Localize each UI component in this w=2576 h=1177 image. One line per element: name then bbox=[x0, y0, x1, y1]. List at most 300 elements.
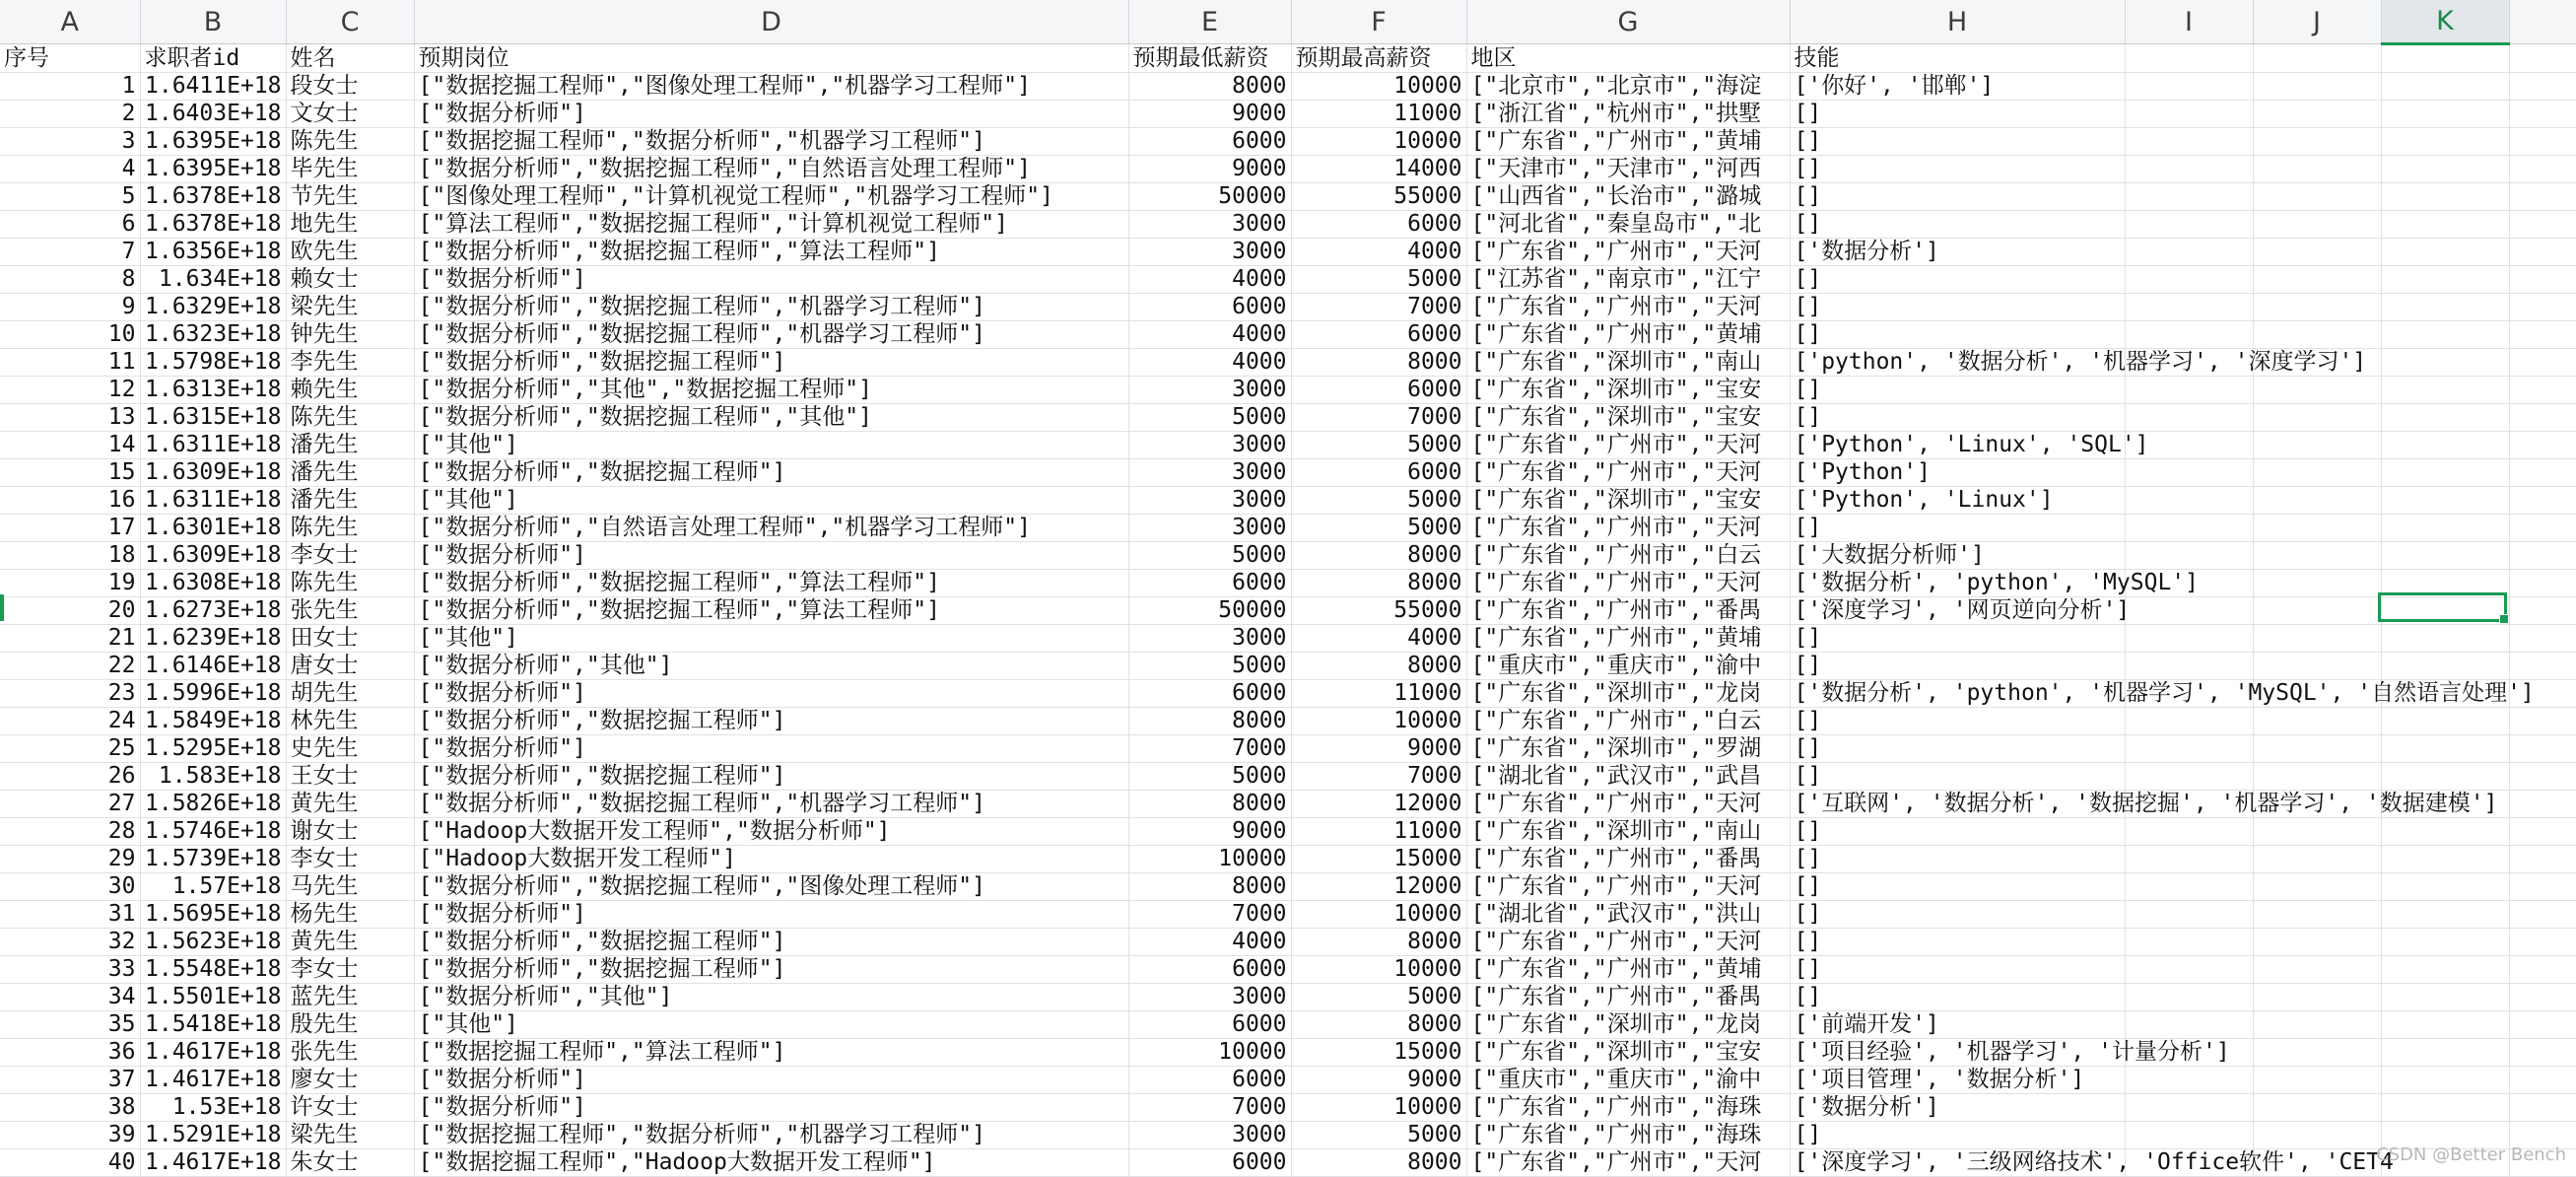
empty-cell[interactable] bbox=[2509, 653, 2576, 680]
cell-region[interactable]: ["广东省","广州市","白云 bbox=[1466, 708, 1790, 735]
empty-cell[interactable] bbox=[2509, 873, 2576, 901]
cell-name[interactable]: 李女士 bbox=[286, 956, 414, 984]
cell-region[interactable]: ["广东省","广州市","天河 bbox=[1466, 791, 1790, 818]
empty-cell[interactable] bbox=[2381, 515, 2509, 542]
cell-min-salary[interactable]: 3000 bbox=[1128, 984, 1291, 1011]
empty-cell[interactable] bbox=[2509, 542, 2576, 570]
cell-min-salary[interactable]: 9000 bbox=[1128, 156, 1291, 183]
cell-max-salary[interactable]: 6000 bbox=[1291, 459, 1466, 487]
empty-cell[interactable] bbox=[2253, 625, 2381, 653]
cell-min-salary[interactable]: 8000 bbox=[1128, 791, 1291, 818]
empty-cell[interactable] bbox=[2381, 73, 2509, 101]
cell-id[interactable]: 1.6403E+18 bbox=[140, 101, 286, 128]
cell-min-salary[interactable]: 3000 bbox=[1128, 487, 1291, 515]
empty-cell[interactable] bbox=[2125, 515, 2253, 542]
cell-min-salary[interactable]: 8000 bbox=[1128, 873, 1291, 901]
cell-index[interactable]: 8 bbox=[0, 266, 140, 294]
cell-name[interactable]: 节先生 bbox=[286, 183, 414, 211]
cell-min-salary[interactable]: 4000 bbox=[1128, 349, 1291, 377]
empty-cell[interactable] bbox=[2253, 183, 2381, 211]
cell-max-salary[interactable]: 12000 bbox=[1291, 873, 1466, 901]
cell-id[interactable]: 1.5739E+18 bbox=[140, 846, 286, 873]
cell-min-salary[interactable]: 10000 bbox=[1128, 1039, 1291, 1067]
empty-cell[interactable] bbox=[2509, 432, 2576, 459]
cell-id[interactable]: 1.634E+18 bbox=[140, 266, 286, 294]
cell-max-salary[interactable]: 8000 bbox=[1291, 349, 1466, 377]
empty-cell[interactable] bbox=[2125, 404, 2253, 432]
cell-region[interactable]: ["广东省","广州市","天河 bbox=[1466, 515, 1790, 542]
empty-cell[interactable] bbox=[2381, 735, 2509, 763]
cell-position[interactable]: ["数据分析师","自然语言处理工程师","机器学习工程师"] bbox=[414, 515, 1128, 542]
cell-max-salary[interactable]: 15000 bbox=[1291, 1039, 1466, 1067]
cell-skills[interactable]: ['数据分析', 'python', '机器学习', 'MySQL', '自然语言处理'] bbox=[1790, 680, 2125, 708]
cell-index[interactable]: 12 bbox=[0, 377, 140, 404]
header-cell-position[interactable]: 预期岗位 bbox=[414, 44, 1128, 73]
cell-name[interactable]: 陈先生 bbox=[286, 128, 414, 156]
header-cell-min-salary[interactable]: 预期最低薪资 bbox=[1128, 44, 1291, 73]
cell-name[interactable]: 廖女士 bbox=[286, 1067, 414, 1094]
cell-position[interactable]: ["其他"] bbox=[414, 487, 1128, 515]
cell-index[interactable]: 27 bbox=[0, 791, 140, 818]
empty-cell[interactable] bbox=[2253, 432, 2381, 459]
cell-max-salary[interactable]: 8000 bbox=[1291, 570, 1466, 597]
cell-min-salary[interactable]: 6000 bbox=[1128, 956, 1291, 984]
cell-max-salary[interactable]: 10000 bbox=[1291, 956, 1466, 984]
cell-name[interactable]: 潘先生 bbox=[286, 432, 414, 459]
cell-region[interactable]: ["广东省","广州市","海珠 bbox=[1466, 1094, 1790, 1122]
empty-cell[interactable] bbox=[2253, 984, 2381, 1011]
cell-skills[interactable]: [] bbox=[1790, 183, 2125, 211]
cell-id[interactable]: 1.6378E+18 bbox=[140, 211, 286, 239]
cell-max-salary[interactable]: 12000 bbox=[1291, 791, 1466, 818]
cell-name[interactable]: 钟先生 bbox=[286, 321, 414, 349]
empty-cell[interactable] bbox=[2381, 459, 2509, 487]
empty-cell[interactable] bbox=[2253, 597, 2381, 625]
cell-region[interactable]: ["湖北省","武汉市","洪山 bbox=[1466, 901, 1790, 929]
cell-region[interactable]: ["广东省","广州市","海珠 bbox=[1466, 1122, 1790, 1149]
cell-id[interactable]: 1.6311E+18 bbox=[140, 487, 286, 515]
empty-cell[interactable] bbox=[2381, 211, 2509, 239]
cell-max-salary[interactable]: 6000 bbox=[1291, 211, 1466, 239]
cell-position[interactable]: ["其他"] bbox=[414, 432, 1128, 459]
cell-id[interactable]: 1.5849E+18 bbox=[140, 708, 286, 735]
empty-cell[interactable] bbox=[2381, 239, 2509, 266]
empty-cell[interactable] bbox=[2253, 73, 2381, 101]
cell-index[interactable]: 10 bbox=[0, 321, 140, 349]
cell-index[interactable]: 16 bbox=[0, 487, 140, 515]
cell-region[interactable]: ["广东省","广州市","天河 bbox=[1466, 432, 1790, 459]
empty-cell[interactable] bbox=[2381, 266, 2509, 294]
cell-id[interactable]: 1.6329E+18 bbox=[140, 294, 286, 321]
empty-cell[interactable] bbox=[2509, 1039, 2576, 1067]
cell-name[interactable]: 梁先生 bbox=[286, 1122, 414, 1149]
cell-skills[interactable]: ['你好', '邯郸'] bbox=[1790, 73, 2125, 101]
cell-id[interactable]: 1.583E+18 bbox=[140, 763, 286, 791]
cell-max-salary[interactable]: 7000 bbox=[1291, 404, 1466, 432]
cell-region[interactable]: ["广东省","广州市","天河 bbox=[1466, 873, 1790, 901]
cell-skills[interactable]: ['数据分析'] bbox=[1790, 1094, 2125, 1122]
empty-cell[interactable] bbox=[2509, 929, 2576, 956]
cell-id[interactable]: 1.4617E+18 bbox=[140, 1067, 286, 1094]
cell-id[interactable]: 1.5291E+18 bbox=[140, 1122, 286, 1149]
cell-name[interactable]: 赖女士 bbox=[286, 266, 414, 294]
empty-cell[interactable] bbox=[2125, 929, 2253, 956]
column-header-f[interactable]: F bbox=[1291, 0, 1466, 44]
empty-cell[interactable] bbox=[2253, 1039, 2381, 1067]
empty-cell[interactable] bbox=[2253, 763, 2381, 791]
empty-cell[interactable] bbox=[2125, 459, 2253, 487]
empty-cell[interactable] bbox=[2509, 570, 2576, 597]
cell-name[interactable]: 李先生 bbox=[286, 349, 414, 377]
empty-cell[interactable] bbox=[2509, 1094, 2576, 1122]
empty-cell[interactable] bbox=[2125, 44, 2253, 73]
column-header-i[interactable]: I bbox=[2125, 0, 2253, 44]
empty-cell[interactable] bbox=[2509, 211, 2576, 239]
cell-position[interactable]: ["数据分析师","数据挖掘工程师","机器学习工程师"] bbox=[414, 294, 1128, 321]
cell-index[interactable]: 18 bbox=[0, 542, 140, 570]
empty-cell[interactable] bbox=[2125, 211, 2253, 239]
cell-max-salary[interactable]: 14000 bbox=[1291, 156, 1466, 183]
empty-cell[interactable] bbox=[2381, 1067, 2509, 1094]
empty-cell[interactable] bbox=[2253, 1094, 2381, 1122]
cell-name[interactable]: 杨先生 bbox=[286, 901, 414, 929]
cell-skills[interactable]: ['数据分析'] bbox=[1790, 239, 2125, 266]
cell-max-salary[interactable]: 4000 bbox=[1291, 625, 1466, 653]
cell-max-salary[interactable]: 8000 bbox=[1291, 929, 1466, 956]
cell-name[interactable]: 欧先生 bbox=[286, 239, 414, 266]
empty-cell[interactable] bbox=[2125, 487, 2253, 515]
empty-cell[interactable] bbox=[2381, 44, 2509, 73]
empty-cell[interactable] bbox=[2253, 653, 2381, 680]
empty-cell[interactable] bbox=[2125, 1094, 2253, 1122]
cell-max-salary[interactable]: 11000 bbox=[1291, 818, 1466, 846]
cell-position[interactable]: ["数据挖掘工程师","Hadoop大数据开发工程师"] bbox=[414, 1149, 1128, 1177]
cell-min-salary[interactable]: 5000 bbox=[1128, 653, 1291, 680]
cell-id[interactable]: 1.6309E+18 bbox=[140, 542, 286, 570]
cell-region[interactable]: ["山西省","长治市","潞城 bbox=[1466, 183, 1790, 211]
empty-cell[interactable] bbox=[2125, 1011, 2253, 1039]
column-header-e[interactable]: E bbox=[1128, 0, 1291, 44]
cell-position[interactable]: ["数据分析师"] bbox=[414, 1094, 1128, 1122]
empty-cell[interactable] bbox=[2381, 1094, 2509, 1122]
cell-id[interactable]: 1.6308E+18 bbox=[140, 570, 286, 597]
cell-skills[interactable]: [] bbox=[1790, 763, 2125, 791]
cell-position[interactable]: ["图像处理工程师","计算机视觉工程师","机器学习工程师"] bbox=[414, 183, 1128, 211]
empty-cell[interactable] bbox=[2509, 294, 2576, 321]
cell-id[interactable]: 1.6313E+18 bbox=[140, 377, 286, 404]
cell-name[interactable]: 段女士 bbox=[286, 73, 414, 101]
cell-region[interactable]: ["河北省","秦皇岛市","北 bbox=[1466, 211, 1790, 239]
empty-cell[interactable] bbox=[2509, 763, 2576, 791]
cell-max-salary[interactable]: 5000 bbox=[1291, 266, 1466, 294]
cell-position[interactable]: ["数据分析师"] bbox=[414, 735, 1128, 763]
cell-index[interactable]: 9 bbox=[0, 294, 140, 321]
empty-cell[interactable] bbox=[2381, 818, 2509, 846]
empty-cell[interactable] bbox=[2125, 73, 2253, 101]
empty-cell[interactable] bbox=[2381, 377, 2509, 404]
empty-cell[interactable] bbox=[2253, 735, 2381, 763]
empty-cell[interactable] bbox=[2125, 128, 2253, 156]
cell-max-salary[interactable]: 8000 bbox=[1291, 542, 1466, 570]
empty-cell[interactable] bbox=[2125, 708, 2253, 735]
cell-name[interactable]: 许女士 bbox=[286, 1094, 414, 1122]
empty-cell[interactable] bbox=[2381, 487, 2509, 515]
cell-position[interactable]: ["数据分析师","数据挖掘工程师","算法工程师"] bbox=[414, 597, 1128, 625]
cell-position[interactable]: ["数据分析师"] bbox=[414, 680, 1128, 708]
cell-position[interactable]: ["Hadoop大数据开发工程师","数据分析师"] bbox=[414, 818, 1128, 846]
header-cell-skills[interactable]: 技能 bbox=[1790, 44, 2125, 73]
empty-cell[interactable] bbox=[2253, 542, 2381, 570]
cell-index[interactable]: 34 bbox=[0, 984, 140, 1011]
cell-min-salary[interactable]: 10000 bbox=[1128, 846, 1291, 873]
cell-id[interactable]: 1.6239E+18 bbox=[140, 625, 286, 653]
cell-region[interactable]: ["广东省","广州市","天河 bbox=[1466, 294, 1790, 321]
cell-position[interactable]: ["数据分析师","数据挖掘工程师","图像处理工程师"] bbox=[414, 873, 1128, 901]
cell-index[interactable]: 3 bbox=[0, 128, 140, 156]
cell-index[interactable]: 31 bbox=[0, 901, 140, 929]
cell-name[interactable]: 李女士 bbox=[286, 846, 414, 873]
cell-skills[interactable]: ['项目管理', '数据分析'] bbox=[1790, 1067, 2125, 1094]
cell-max-salary[interactable]: 10000 bbox=[1291, 901, 1466, 929]
empty-cell[interactable] bbox=[2509, 1067, 2576, 1094]
cell-skills[interactable]: [] bbox=[1790, 321, 2125, 349]
cell-min-salary[interactable]: 8000 bbox=[1128, 708, 1291, 735]
cell-max-salary[interactable]: 11000 bbox=[1291, 101, 1466, 128]
empty-cell[interactable] bbox=[2381, 625, 2509, 653]
cell-min-salary[interactable]: 6000 bbox=[1128, 570, 1291, 597]
cell-position[interactable]: ["数据分析师","数据挖掘工程师"] bbox=[414, 708, 1128, 735]
cell-max-salary[interactable]: 11000 bbox=[1291, 680, 1466, 708]
empty-cell[interactable] bbox=[2381, 597, 2509, 625]
cell-max-salary[interactable]: 7000 bbox=[1291, 763, 1466, 791]
empty-cell[interactable] bbox=[2509, 1011, 2576, 1039]
empty-cell[interactable] bbox=[2253, 1122, 2381, 1149]
cell-min-salary[interactable]: 8000 bbox=[1128, 73, 1291, 101]
cell-max-salary[interactable]: 8000 bbox=[1291, 1149, 1466, 1177]
cell-max-salary[interactable]: 6000 bbox=[1291, 321, 1466, 349]
cell-min-salary[interactable]: 3000 bbox=[1128, 432, 1291, 459]
cell-region[interactable]: ["江苏省","南京市","江宁 bbox=[1466, 266, 1790, 294]
cell-min-salary[interactable]: 3000 bbox=[1128, 1122, 1291, 1149]
cell-max-salary[interactable]: 8000 bbox=[1291, 653, 1466, 680]
cell-skills[interactable]: [] bbox=[1790, 156, 2125, 183]
empty-cell[interactable] bbox=[2253, 321, 2381, 349]
cell-skills[interactable]: [] bbox=[1790, 625, 2125, 653]
cell-index[interactable]: 11 bbox=[0, 349, 140, 377]
cell-min-salary[interactable]: 5000 bbox=[1128, 542, 1291, 570]
cell-position[interactable]: ["数据分析师","数据挖掘工程师"] bbox=[414, 459, 1128, 487]
cell-position[interactable]: ["数据挖掘工程师","算法工程师"] bbox=[414, 1039, 1128, 1067]
empty-cell[interactable] bbox=[2509, 735, 2576, 763]
cell-max-salary[interactable]: 7000 bbox=[1291, 294, 1466, 321]
cell-position[interactable]: ["Hadoop大数据开发工程师"] bbox=[414, 846, 1128, 873]
cell-name[interactable]: 地先生 bbox=[286, 211, 414, 239]
empty-cell[interactable] bbox=[2381, 984, 2509, 1011]
cell-position[interactable]: ["数据挖掘工程师","数据分析师","机器学习工程师"] bbox=[414, 128, 1128, 156]
empty-cell[interactable] bbox=[2509, 128, 2576, 156]
cell-region[interactable]: ["广东省","深圳市","龙岗 bbox=[1466, 680, 1790, 708]
cell-position[interactable]: ["数据分析师","数据挖掘工程师"] bbox=[414, 929, 1128, 956]
cell-max-salary[interactable]: 5000 bbox=[1291, 984, 1466, 1011]
cell-id[interactable]: 1.5418E+18 bbox=[140, 1011, 286, 1039]
cell-index[interactable]: 24 bbox=[0, 708, 140, 735]
cell-position[interactable]: ["数据分析师","数据挖掘工程师","机器学习工程师"] bbox=[414, 791, 1128, 818]
empty-cell[interactable] bbox=[2125, 625, 2253, 653]
empty-cell[interactable] bbox=[2381, 432, 2509, 459]
cell-position[interactable]: ["数据分析师","其他"] bbox=[414, 984, 1128, 1011]
empty-cell[interactable] bbox=[2509, 377, 2576, 404]
empty-cell[interactable] bbox=[2125, 901, 2253, 929]
empty-cell[interactable] bbox=[2253, 101, 2381, 128]
cell-min-salary[interactable]: 6000 bbox=[1128, 1011, 1291, 1039]
cell-skills[interactable]: [] bbox=[1790, 515, 2125, 542]
cell-id[interactable]: 1.5548E+18 bbox=[140, 956, 286, 984]
empty-cell[interactable] bbox=[2509, 44, 2576, 73]
empty-cell[interactable] bbox=[2125, 294, 2253, 321]
cell-min-salary[interactable]: 5000 bbox=[1128, 404, 1291, 432]
cell-skills[interactable]: [] bbox=[1790, 101, 2125, 128]
cell-index[interactable]: 4 bbox=[0, 156, 140, 183]
cell-position[interactable]: ["数据分析师","数据挖掘工程师","算法工程师"] bbox=[414, 570, 1128, 597]
column-header-c[interactable]: C bbox=[286, 0, 414, 44]
cell-name[interactable]: 梁先生 bbox=[286, 294, 414, 321]
cell-name[interactable]: 陈先生 bbox=[286, 404, 414, 432]
cell-index[interactable]: 13 bbox=[0, 404, 140, 432]
empty-cell[interactable] bbox=[2509, 349, 2576, 377]
cell-min-salary[interactable]: 9000 bbox=[1128, 818, 1291, 846]
cell-max-salary[interactable]: 55000 bbox=[1291, 597, 1466, 625]
cell-skills[interactable]: [] bbox=[1790, 818, 2125, 846]
empty-cell[interactable] bbox=[2125, 1067, 2253, 1094]
cell-name[interactable]: 唐女士 bbox=[286, 653, 414, 680]
empty-cell[interactable] bbox=[2253, 929, 2381, 956]
cell-region[interactable]: ["浙江省","杭州市","拱墅 bbox=[1466, 101, 1790, 128]
cell-index[interactable]: 21 bbox=[0, 625, 140, 653]
cell-position[interactable]: ["数据分析师"] bbox=[414, 266, 1128, 294]
empty-cell[interactable] bbox=[2125, 735, 2253, 763]
cell-id[interactable]: 1.6395E+18 bbox=[140, 156, 286, 183]
empty-cell[interactable] bbox=[2125, 956, 2253, 984]
cell-index[interactable]: 17 bbox=[0, 515, 140, 542]
empty-cell[interactable] bbox=[2253, 708, 2381, 735]
cell-max-salary[interactable]: 6000 bbox=[1291, 377, 1466, 404]
cell-id[interactable]: 1.6301E+18 bbox=[140, 515, 286, 542]
empty-cell[interactable] bbox=[2381, 101, 2509, 128]
cell-skills[interactable]: [] bbox=[1790, 211, 2125, 239]
empty-cell[interactable] bbox=[2253, 44, 2381, 73]
cell-region[interactable]: ["广东省","广州市","黄埔 bbox=[1466, 321, 1790, 349]
empty-cell[interactable] bbox=[2509, 156, 2576, 183]
cell-name[interactable]: 陈先生 bbox=[286, 570, 414, 597]
cell-max-salary[interactable]: 9000 bbox=[1291, 1067, 1466, 1094]
cell-min-salary[interactable]: 50000 bbox=[1128, 597, 1291, 625]
cell-skills[interactable]: ['数据分析', 'python', 'MySQL'] bbox=[1790, 570, 2125, 597]
header-cell-max-salary[interactable]: 预期最高薪资 bbox=[1291, 44, 1466, 73]
empty-cell[interactable] bbox=[2125, 321, 2253, 349]
empty-cell[interactable] bbox=[2509, 515, 2576, 542]
empty-cell[interactable] bbox=[2509, 404, 2576, 432]
cell-skills[interactable]: ['互联网', '数据分析', '数据挖掘', '机器学习', '数据建模'] bbox=[1790, 791, 2125, 818]
cell-position[interactable]: ["数据分析师","数据挖掘工程师"] bbox=[414, 763, 1128, 791]
empty-cell[interactable] bbox=[2509, 956, 2576, 984]
cell-name[interactable]: 蓝先生 bbox=[286, 984, 414, 1011]
empty-cell[interactable] bbox=[2253, 846, 2381, 873]
cell-region[interactable]: ["重庆市","重庆市","渝中 bbox=[1466, 1067, 1790, 1094]
column-header-k[interactable]: K bbox=[2381, 0, 2509, 44]
cell-position[interactable]: ["数据分析师"] bbox=[414, 901, 1128, 929]
cell-id[interactable]: 1.4617E+18 bbox=[140, 1149, 286, 1177]
cell-id[interactable]: 1.6411E+18 bbox=[140, 73, 286, 101]
empty-cell[interactable] bbox=[2381, 846, 2509, 873]
cell-min-salary[interactable]: 6000 bbox=[1128, 1149, 1291, 1177]
cell-min-salary[interactable]: 9000 bbox=[1128, 101, 1291, 128]
cell-index[interactable]: 22 bbox=[0, 653, 140, 680]
empty-cell[interactable] bbox=[2253, 266, 2381, 294]
cell-name[interactable]: 陈先生 bbox=[286, 515, 414, 542]
cell-min-salary[interactable]: 3000 bbox=[1128, 377, 1291, 404]
cell-index[interactable]: 5 bbox=[0, 183, 140, 211]
cell-id[interactable]: 1.4617E+18 bbox=[140, 1039, 286, 1067]
cell-region[interactable]: ["湖北省","武汉市","武昌 bbox=[1466, 763, 1790, 791]
cell-index[interactable]: 37 bbox=[0, 1067, 140, 1094]
cell-id[interactable]: 1.5695E+18 bbox=[140, 901, 286, 929]
empty-cell[interactable] bbox=[2253, 873, 2381, 901]
cell-id[interactable]: 1.5798E+18 bbox=[140, 349, 286, 377]
empty-cell[interactable] bbox=[2381, 156, 2509, 183]
empty-cell[interactable] bbox=[2509, 984, 2576, 1011]
empty-cell[interactable] bbox=[2381, 321, 2509, 349]
cell-id[interactable]: 1.5501E+18 bbox=[140, 984, 286, 1011]
empty-cell[interactable] bbox=[2381, 294, 2509, 321]
empty-cell[interactable] bbox=[2381, 653, 2509, 680]
cell-position[interactable]: ["数据挖掘工程师","数据分析师","机器学习工程师"] bbox=[414, 1122, 1128, 1149]
cell-max-salary[interactable]: 10000 bbox=[1291, 128, 1466, 156]
empty-cell[interactable] bbox=[2381, 404, 2509, 432]
cell-index[interactable]: 6 bbox=[0, 211, 140, 239]
cell-id[interactable]: 1.53E+18 bbox=[140, 1094, 286, 1122]
cell-id[interactable]: 1.5996E+18 bbox=[140, 680, 286, 708]
column-header-h[interactable]: H bbox=[1790, 0, 2125, 44]
cell-skills[interactable]: ['深度学习', '网页逆向分析'] bbox=[1790, 597, 2125, 625]
cell-index[interactable]: 32 bbox=[0, 929, 140, 956]
cell-region[interactable]: ["广东省","深圳市","宝安 bbox=[1466, 404, 1790, 432]
cell-min-salary[interactable]: 7000 bbox=[1128, 1094, 1291, 1122]
cell-name[interactable]: 张先生 bbox=[286, 597, 414, 625]
cell-min-salary[interactable]: 7000 bbox=[1128, 735, 1291, 763]
empty-cell[interactable] bbox=[2253, 570, 2381, 597]
cell-position[interactable]: ["其他"] bbox=[414, 625, 1128, 653]
empty-cell[interactable] bbox=[2509, 73, 2576, 101]
cell-max-salary[interactable]: 10000 bbox=[1291, 1094, 1466, 1122]
cell-skills[interactable]: [] bbox=[1790, 128, 2125, 156]
empty-cell[interactable] bbox=[2125, 818, 2253, 846]
cell-region[interactable]: ["广东省","广州市","天河 bbox=[1466, 239, 1790, 266]
cell-name[interactable]: 黄先生 bbox=[286, 929, 414, 956]
cell-index[interactable]: 40 bbox=[0, 1149, 140, 1177]
header-cell-id[interactable]: 求职者id bbox=[140, 44, 286, 73]
empty-cell[interactable] bbox=[2381, 1039, 2509, 1067]
cell-id[interactable]: 1.6378E+18 bbox=[140, 183, 286, 211]
cell-skills[interactable]: [] bbox=[1790, 846, 2125, 873]
empty-cell[interactable] bbox=[2125, 846, 2253, 873]
empty-cell[interactable] bbox=[2253, 377, 2381, 404]
empty-cell[interactable] bbox=[2381, 763, 2509, 791]
cell-skills[interactable]: ['项目经验', '机器学习', '计量分析'] bbox=[1790, 1039, 2125, 1067]
cell-max-salary[interactable]: 5000 bbox=[1291, 432, 1466, 459]
column-header-l[interactable] bbox=[2509, 0, 2576, 44]
cell-id[interactable]: 1.5623E+18 bbox=[140, 929, 286, 956]
column-header-j[interactable]: J bbox=[2253, 0, 2381, 44]
